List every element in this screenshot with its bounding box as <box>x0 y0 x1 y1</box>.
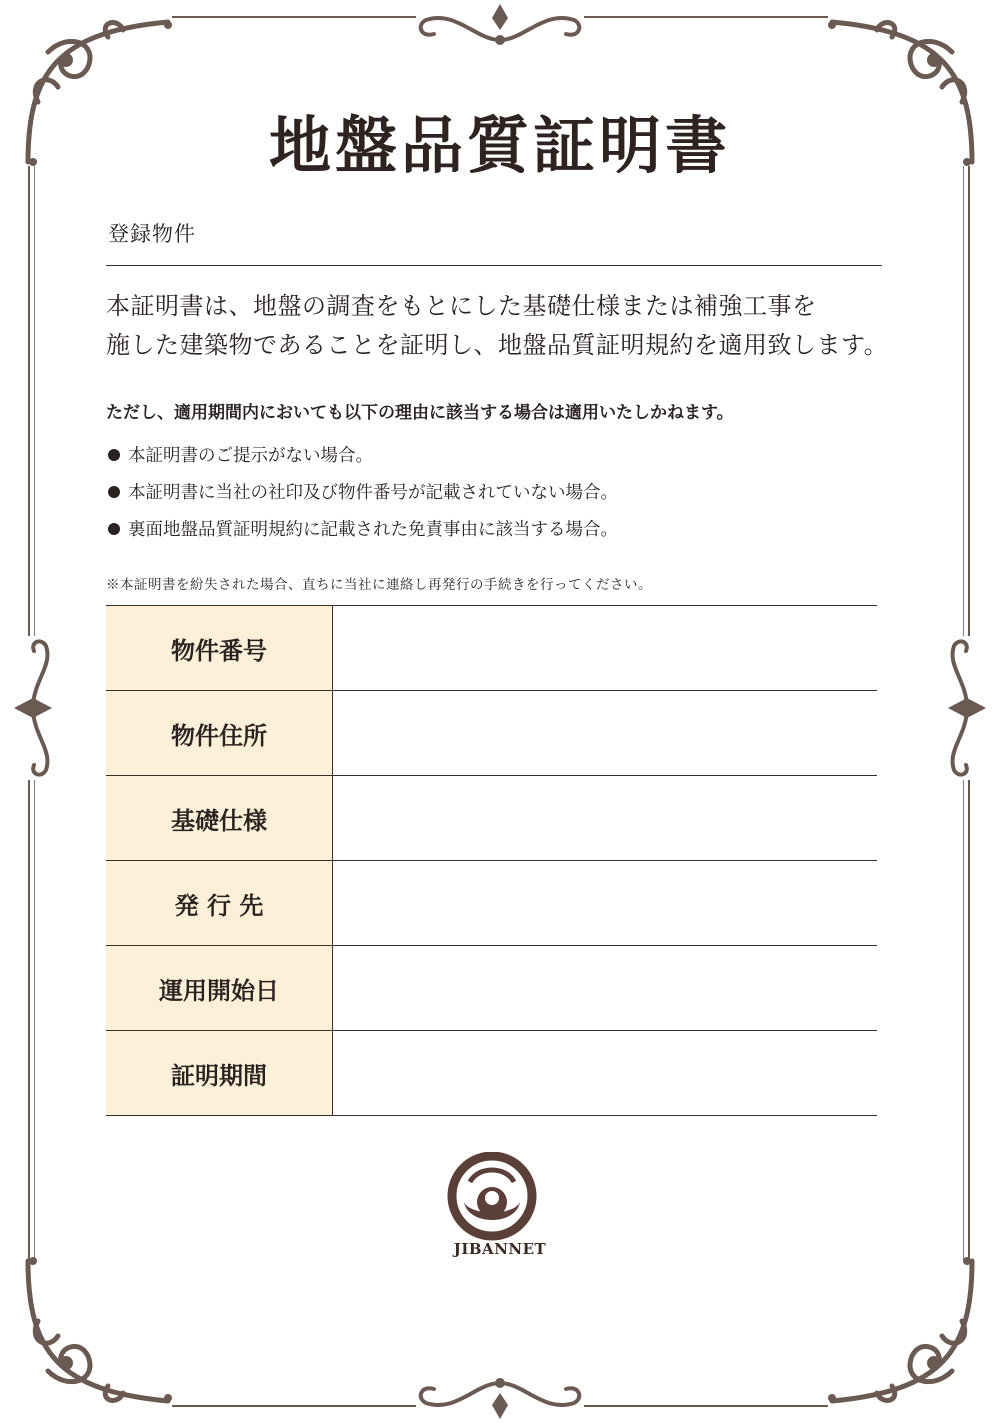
table-row <box>106 946 877 1031</box>
list-item-text: 本証明書に当社の社印及び物件番号が記載されていない場合。 <box>128 483 618 503</box>
corner-ornament-bottom-right <box>822 1251 982 1411</box>
table-row <box>106 1031 877 1116</box>
row-value <box>333 946 877 1030</box>
conditions-heading: ただし、適用期間内においても以下の理由に該当する場合は適用いたしかねます。 <box>106 403 734 423</box>
property-info-table <box>106 605 877 1116</box>
frame-top-line-left <box>172 16 416 18</box>
frame-right-line-upper <box>968 166 970 636</box>
row-label: 物件住所 <box>106 691 333 775</box>
frame-left-line-lower-inner <box>34 780 35 1260</box>
row-label: 運用開始日 <box>106 946 333 1030</box>
row-label: 証明期間 <box>106 1031 333 1115</box>
frame-left-line-upper <box>28 166 30 636</box>
intro-line: 施した建築物であることを証明し、地盤品質証明規約を適用致します。 <box>106 331 889 359</box>
certificate-title: 地盤品質証明書 <box>268 109 731 182</box>
table-row <box>106 606 877 691</box>
registered-property-line <box>106 265 882 266</box>
bullet-icon <box>108 486 120 498</box>
row-label: 基礎仕様 <box>106 776 333 860</box>
list-item <box>106 436 618 473</box>
bullet-icon <box>108 449 120 461</box>
company-logo-icon <box>444 1152 540 1252</box>
list-item <box>106 473 618 510</box>
row-value <box>333 691 877 775</box>
registered-property-label: 登録物件 <box>108 222 196 246</box>
exclusion-list <box>106 436 618 547</box>
frame-right-line-upper-inner <box>963 166 964 636</box>
row-value <box>333 1031 877 1115</box>
intro-text <box>106 287 906 365</box>
table-row <box>106 691 877 776</box>
frame-bottom-line-left <box>172 1405 416 1407</box>
logo-wordmark: JIBANNET <box>453 1240 547 1258</box>
intro-line: 本証明書は、地盤の調査をもとにした基礎仕様または補強工事を <box>106 292 817 320</box>
row-label: 物件番号 <box>106 606 333 690</box>
row-value <box>333 606 877 690</box>
right-side-ornament <box>942 636 992 780</box>
frame-left-line-lower <box>28 780 30 1260</box>
bullet-icon <box>108 523 120 535</box>
list-item-text: 本証明書のご提示がない場合。 <box>128 446 373 466</box>
row-label: 発 行 先 <box>106 861 333 945</box>
corner-ornament-bottom-left <box>18 1251 178 1411</box>
frame-right-line-lower-inner <box>963 780 964 1260</box>
frame-bottom-line-right <box>584 1405 828 1407</box>
table-row <box>106 861 877 946</box>
frame-right-line-lower <box>968 780 970 1260</box>
frame-top-line-right <box>584 16 828 18</box>
list-item-text: 裏面地盤品質証明規約に記載された免責事由に該当する場合。 <box>128 520 618 540</box>
table-row <box>106 776 877 861</box>
reissue-note: ※本証明書を紛失された場合、直ちに当社に連絡し再発行の手続きを行ってください。 <box>106 577 652 593</box>
row-value <box>333 776 877 860</box>
row-value <box>333 861 877 945</box>
left-side-ornament <box>8 636 58 780</box>
bottom-center-ornament <box>416 1375 584 1423</box>
top-center-ornament <box>416 0 584 48</box>
frame-left-line-upper-inner <box>34 166 35 636</box>
list-item <box>106 510 618 547</box>
